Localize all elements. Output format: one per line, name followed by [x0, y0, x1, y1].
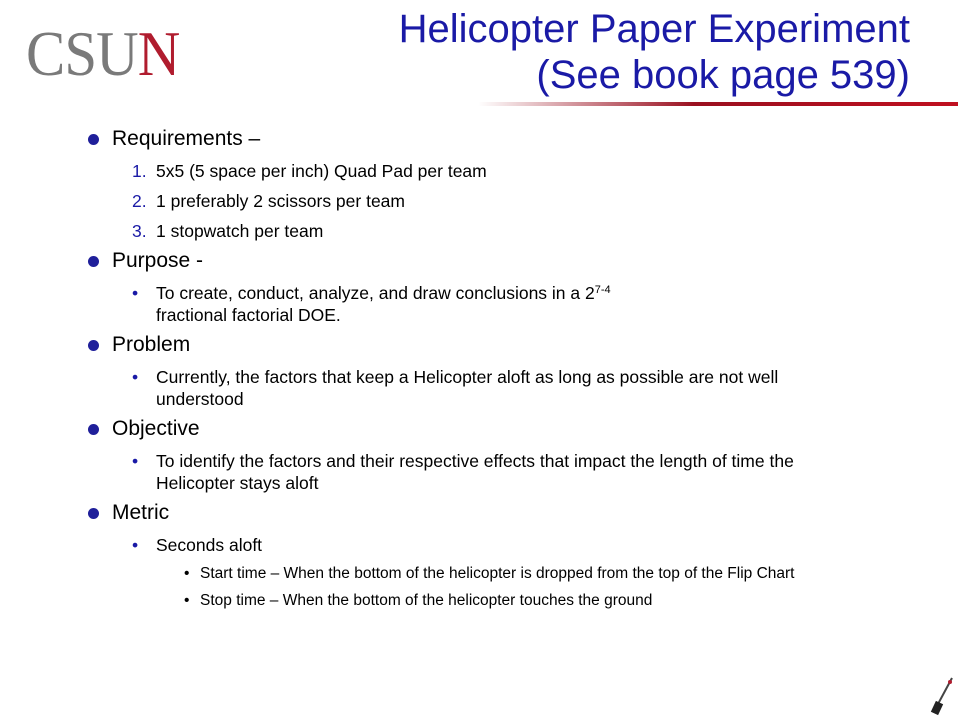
title-line-1: Helicopter Paper Experiment: [398, 7, 910, 51]
title-line-2: (See book page 539): [536, 53, 910, 97]
list-number: 1.: [132, 161, 147, 181]
pen-icon: [928, 676, 954, 716]
logo-text-grey: CSU: [26, 18, 138, 89]
metric-sub-text: Seconds aloft: [156, 535, 263, 555]
list-number: 3.: [132, 221, 147, 241]
requirements-heading: Requirements –: [112, 127, 261, 150]
list-number: 2.: [132, 191, 147, 211]
slide-title: [270, 6, 910, 98]
purpose-text-cont: fractional factorial DOE.: [156, 305, 341, 325]
bullet-dot-icon: [88, 508, 99, 519]
purpose-heading: Purpose -: [112, 249, 204, 272]
bullet-dot-icon: [88, 340, 99, 351]
metric-start-text: Start time – When the bottom of the helicopter is dropped from the top of the Flip Chart: [200, 565, 795, 582]
purpose-text: To create, conduct, analyze, and draw conclusions in a 2: [156, 283, 595, 303]
bullet-icon: •: [184, 592, 190, 609]
title-divider: [478, 102, 958, 106]
list-item: [88, 591, 848, 610]
list-item: [88, 282, 848, 326]
slide-content: [88, 120, 848, 610]
list-item-text: 1 stopwatch per team: [156, 221, 324, 241]
section-metric: [88, 500, 848, 526]
list-item: [88, 160, 848, 182]
section-requirements: [88, 126, 848, 152]
list-item: [88, 366, 848, 410]
bullet-dot-icon: [88, 424, 99, 435]
section-problem: [88, 332, 848, 358]
list-item: [88, 450, 848, 494]
bullet-dot-icon: [88, 256, 99, 267]
section-objective: [88, 416, 848, 442]
csun-logo: [26, 18, 180, 89]
problem-heading: Problem: [112, 333, 191, 356]
bullet-dot-icon: [88, 134, 99, 145]
bullet-icon: •: [132, 535, 139, 555]
bullet-icon: •: [184, 565, 190, 582]
list-item: [88, 564, 848, 583]
list-item: [88, 220, 848, 242]
section-purpose: [88, 248, 848, 274]
purpose-superscript: 7-4: [594, 284, 611, 296]
list-item: [88, 534, 848, 556]
bullet-icon: •: [132, 283, 139, 303]
list-item-text: 1 preferably 2 scissors per team: [156, 191, 405, 211]
metric-heading: Metric: [112, 501, 170, 524]
logo-text-red: N: [137, 18, 180, 89]
bullet-icon: •: [132, 451, 139, 471]
objective-text: To identify the factors and their respective effects that impact the length of time the Helicopter stays aloft: [156, 451, 794, 493]
list-item-text: 5x5 (5 space per inch) Quad Pad per team: [156, 161, 487, 181]
list-item: [88, 190, 848, 212]
problem-text: Currently, the factors that keep a Helicopter aloft as long as possible are not well understood: [156, 367, 779, 409]
metric-stop-text: Stop time – When the bottom of the helicopter touches the ground: [200, 592, 653, 609]
bullet-icon: •: [132, 367, 139, 387]
objective-heading: Objective: [112, 417, 200, 440]
